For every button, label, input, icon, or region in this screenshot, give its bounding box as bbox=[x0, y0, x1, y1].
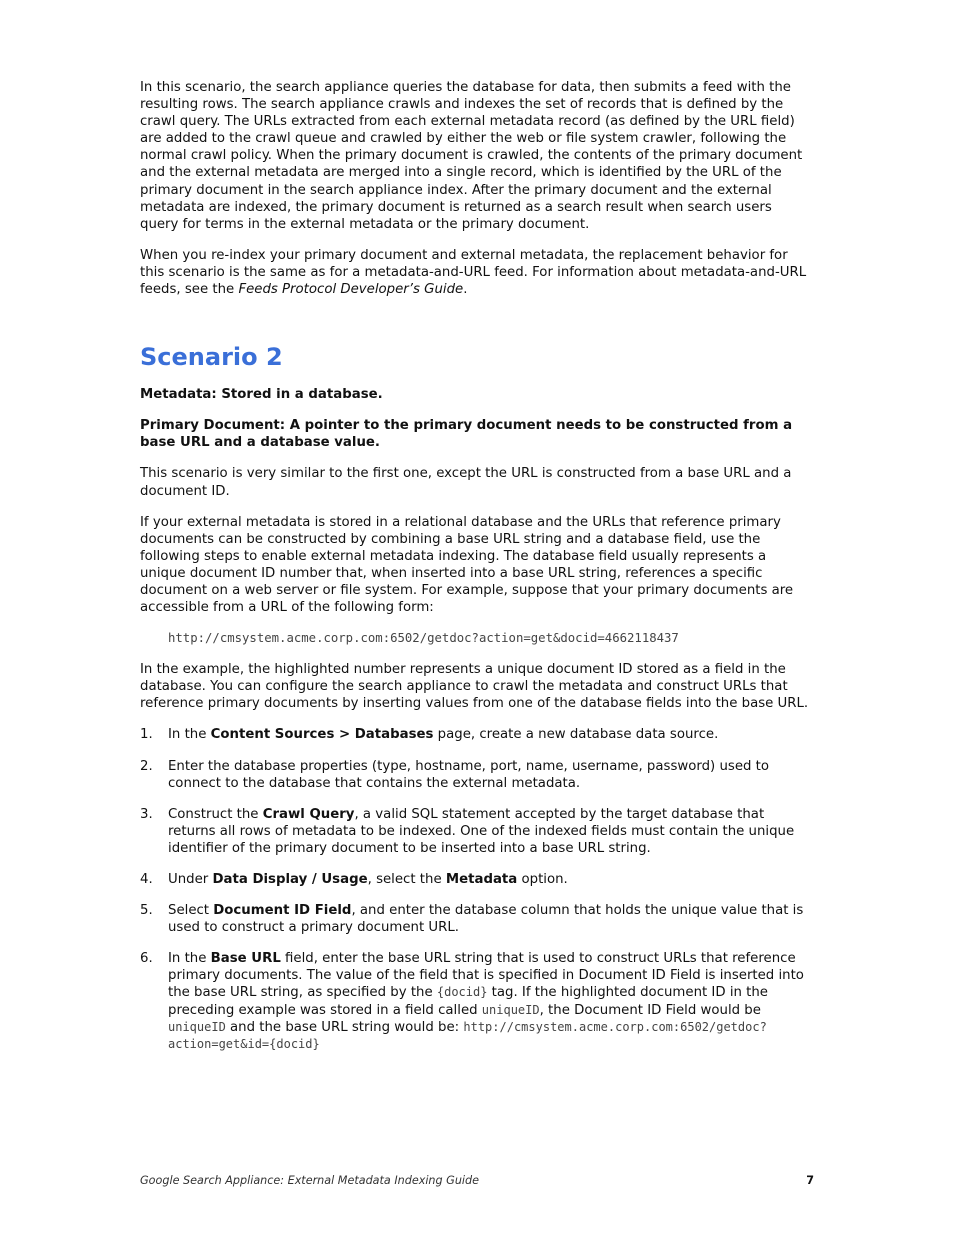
step-number: 4. bbox=[140, 872, 153, 887]
list-item bbox=[140, 726, 812, 743]
steps-list bbox=[140, 726, 812, 1052]
step-text: Enter the database properties (type, hostname, port, name, username, password) used to connect to the database that contains the external metadata. bbox=[168, 758, 770, 791]
section-heading: Scenario 2 bbox=[140, 343, 283, 372]
step-number: 1. bbox=[140, 727, 153, 743]
step-text: , and enter the database column that holds the unique value that is used to construct a primary document URL. bbox=[168, 903, 804, 936]
inline-code: {docid} bbox=[436, 985, 488, 1000]
list-item bbox=[140, 950, 812, 1053]
step-text: , a valid SQL statement accepted by the target database that returns all rows of metadata to be indexed. One of the indexed fields must contain the unique identifier of the primary document to be inserted into a base URL string. bbox=[168, 806, 795, 856]
step-ui-label: Data Display / Usage bbox=[212, 872, 368, 887]
similar-paragraph: This scenario is very similar to the first one, except the URL is constructed from a base URL and a document ID. bbox=[140, 466, 792, 499]
footer-title: Google Search Appliance: External Metadata Indexing Guide bbox=[140, 1174, 480, 1187]
step-ui-label: Metadata bbox=[445, 872, 518, 887]
intro-paragraph-2 bbox=[140, 247, 812, 298]
step-number: 6. bbox=[140, 951, 153, 967]
intro-paragraph-2-end: . bbox=[463, 282, 468, 298]
step-text: , the Document ID Field would be bbox=[539, 1002, 761, 1018]
step-ui-label: Base URL bbox=[210, 951, 281, 967]
step-text: In the bbox=[168, 727, 211, 743]
page-number: 7 bbox=[806, 1174, 814, 1187]
list-item bbox=[140, 806, 812, 857]
step-text: option. bbox=[517, 872, 568, 887]
step-text: field, enter the base URL string that is used to construct URLs that reference primary documents. The value of the field that is specified in Document ID Field is inserted into the base URL string, as specified by the bbox=[168, 951, 804, 1001]
inline-code: uniqueID bbox=[481, 1002, 540, 1017]
list-item bbox=[140, 758, 812, 792]
step-text: In the bbox=[168, 951, 211, 967]
list-item bbox=[140, 871, 812, 888]
step-ui-label: Content Sources > Databases bbox=[210, 727, 434, 743]
relational-db-paragraph: If your external metadata is stored in a relational database and the URLs that reference primary documents can be constructed by combining a base URL string and a database field, use the following steps to enable external metadata indexing. The database field usually represents a unique document ID number that, when inserted into a base URL string, references a specific document on a web server or file system. For example, suppose that your primary documents are accessible from a URL of the following form: bbox=[140, 514, 794, 616]
step-ui-label: Document ID Field bbox=[213, 903, 352, 919]
step-text: Construct the bbox=[168, 806, 263, 822]
metadata-line: Metadata: Stored in a database. bbox=[140, 387, 383, 403]
step-text: , select the bbox=[367, 872, 446, 887]
page-body bbox=[140, 79, 812, 1067]
step-number: 3. bbox=[140, 806, 153, 822]
step-number: 2. bbox=[140, 758, 153, 774]
page-footer bbox=[140, 1174, 814, 1188]
step-text: Select bbox=[168, 903, 214, 919]
step-text: and the base URL string would be: bbox=[225, 1019, 464, 1035]
step-text: Under bbox=[168, 872, 213, 887]
example-paragraph: In the example, the highlighted number represents a unique document ID stored as a field in the database. You can configure the search appliance to crawl the metadata and construct URLs that reference primary documents by inserting values from one of the database fields into the base URL. bbox=[140, 662, 809, 712]
step-text: page, create a new database data source. bbox=[433, 727, 719, 743]
list-item bbox=[140, 902, 812, 936]
feeds-guide-title: Feeds Protocol Developer’s Guide bbox=[238, 282, 464, 298]
inline-code: uniqueID bbox=[168, 1019, 226, 1034]
inline-code: http://cmsystem.acme.corp.com:6502/getdoc?action=get&id={docid} bbox=[168, 1019, 767, 1051]
step-ui-label: Crawl Query bbox=[262, 806, 355, 822]
step-text: tag. If the highlighted document ID in the preceding example was stored in a field called bbox=[168, 985, 768, 1018]
primary-document-line: Primary Document: A pointer to the primary document needs to be constructed from a base URL and a database value. bbox=[140, 418, 793, 451]
intro-paragraph-1: In this scenario, the search appliance queries the database for data, then submits a feed with the resulting rows. The search appliance crawls and indexes the set of records that is defined by the crawl query. The URLs extracted from each external metadata record (as defined by the URL field) are added to the crawl queue and crawled by either the web or file system crawler, following the normal crawl policy. When the primary document is crawled, the contents of the primary document and the external metadata are merged into a single record, which is identified by the URL of the primary document in the search appliance index. After the primary document and the external metadata are indexed, the primary document is returned as a search result when search users query for terms in the external metadata or the primary document. bbox=[140, 80, 803, 232]
example-url: http://cmsystem.acme.corp.com:6502/getdoc?action=get&docid=4662118437 bbox=[168, 631, 679, 646]
step-number: 5. bbox=[140, 903, 153, 919]
intro-paragraph-2-text: When you re-index your primary document and external metadata, the replacement behavior for this scenario is the same as for a metadata-and-URL feed. For information about metadata-and-URL feeds, see the bbox=[140, 247, 807, 298]
